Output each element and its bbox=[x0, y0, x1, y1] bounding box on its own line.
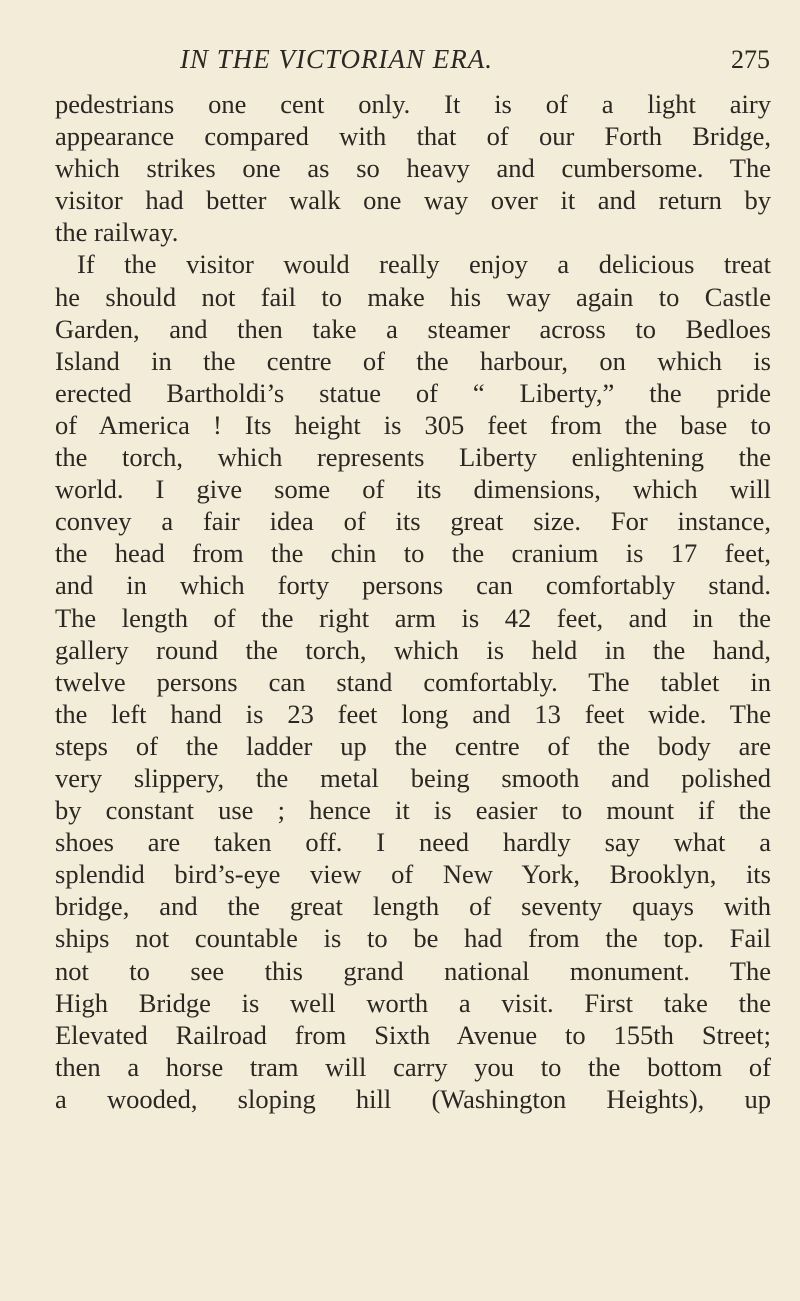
text-line: ships not countable is to be had from the top. Fail bbox=[55, 923, 771, 954]
text-line: very slippery, the metal being smooth and polished bbox=[55, 762, 771, 793]
text-line: erected Bartholdi’s statue of “ Liberty,” the pride bbox=[55, 377, 771, 408]
text-line: shoes are taken off. I need hardly say what a bbox=[55, 827, 771, 858]
text-line: world. I give some of its dimensions, which will bbox=[55, 474, 771, 505]
text-line: Garden, and then take a steamer across to Bedloes bbox=[55, 313, 771, 344]
text-line: the head from the chin to the cranium is 17 feet, bbox=[55, 538, 771, 569]
text-line: gallery round the torch, which is held in the hand, bbox=[55, 634, 771, 665]
running-head bbox=[0, 44, 800, 74]
text-line: not to see this grand national monument. The bbox=[55, 955, 771, 986]
text-line: splendid bird’s-eye view of New York, Brooklyn, its bbox=[55, 859, 771, 890]
text-line: steps of the ladder up the centre of the body are bbox=[55, 730, 771, 761]
text-line: The length of the right arm is 42 feet, and in the bbox=[55, 602, 771, 633]
text-line: then a horse tram will carry you to the bottom of bbox=[55, 1051, 771, 1082]
text-line: High Bridge is well worth a visit. First take the bbox=[55, 987, 771, 1018]
page-number: 275 bbox=[731, 45, 770, 74]
text-line: he should not fail to make his way again to Castle bbox=[55, 281, 771, 312]
text-line: and in which forty persons can comfortably stand. bbox=[55, 570, 771, 601]
text-line: Island in the centre of the harbour, on which is bbox=[55, 345, 771, 376]
text-line: by constant use ; hence it is easier to mount if the bbox=[55, 795, 771, 826]
text-line: appearance compared with that of our Forth Bridge, bbox=[55, 121, 771, 152]
text-line: the torch, which represents Liberty enlightening the bbox=[55, 442, 771, 473]
text-line: a wooded, sloping hill (Washington Heights), up bbox=[55, 1083, 771, 1114]
text-line: visitor had better walk one way over it and return by bbox=[55, 185, 771, 216]
text-line: pedestrians one cent only. It is of a light airy bbox=[55, 89, 771, 119]
text-line: Elevated Railroad from Sixth Avenue to 155th Street; bbox=[55, 1019, 771, 1050]
text-line: the railway. bbox=[55, 217, 179, 248]
text-line: twelve persons can stand comfortably. The tablet in bbox=[55, 666, 771, 697]
text-line: the left hand is 23 feet long and 13 feet wide. The bbox=[55, 698, 771, 729]
body-text bbox=[55, 88, 771, 1115]
text-line: which strikes one as so heavy and cumbersome. The bbox=[55, 153, 771, 184]
text-line: convey a fair idea of its great size. For instance, bbox=[55, 506, 771, 537]
running-title: IN THE VICTORIAN ERA. bbox=[180, 44, 493, 74]
text-line: If the visitor would really enjoy a delicious treat bbox=[77, 249, 771, 280]
text-line: bridge, and the great length of seventy quays with bbox=[55, 891, 771, 922]
text-line: of America ! Its height is 305 feet from the base to bbox=[55, 409, 771, 440]
